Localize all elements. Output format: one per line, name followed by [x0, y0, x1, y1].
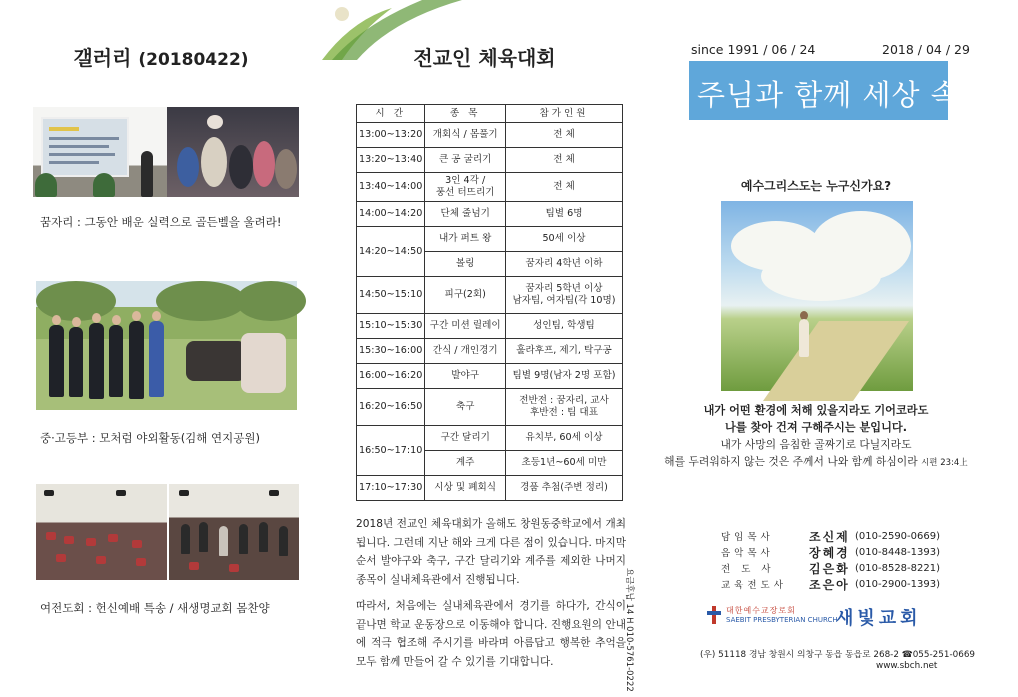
- cell-participants: [505, 277, 622, 314]
- staff-row: [721, 544, 940, 560]
- cell-time: 13:00~13:20: [357, 123, 425, 148]
- since-date: since 1991 / 06 / 24: [691, 42, 816, 57]
- cell-participants: 50세 이상: [505, 227, 622, 252]
- cell-time: 16:50~17:10: [357, 426, 425, 476]
- cell-time: 14:00~14:20: [357, 202, 425, 227]
- cell-event: 내가 퍼트 왕: [425, 227, 506, 252]
- cell-event: 단체 줄넘기: [425, 202, 506, 227]
- cell-event: [425, 173, 506, 202]
- cover-question: 예수그리스도는 누구신가요?: [740, 179, 892, 193]
- verse-bold-line-2: 나를 찾아 건져 구해주시는 분입니다.: [725, 421, 907, 434]
- cell-time: 14:20~14:50: [357, 227, 425, 277]
- table-row: [357, 364, 623, 389]
- table-row: [357, 314, 623, 339]
- cell-event: 계주: [425, 451, 506, 476]
- cell-participants: 초등1년~60세 미만: [505, 451, 622, 476]
- staff-role: 담임목사: [721, 532, 774, 543]
- cell-participants: [505, 389, 622, 426]
- table-row: [357, 476, 623, 501]
- staff-row: [721, 528, 940, 544]
- verse-bold-line-1: 내가 어떤 환경에 처해 있을지라도 기어코라도: [703, 404, 929, 417]
- header-time: 시 간: [357, 105, 425, 123]
- caption-children: 꿈자리 : 그동안 배운 실력으로 골든벨을 울려라!: [40, 215, 282, 229]
- cell-participants-line: 남자팀, 여자팀(각 10명): [512, 295, 616, 306]
- photo-children-crowd: [167, 107, 299, 197]
- table-row: [357, 426, 623, 451]
- verse-line-2-text: 해를 두려워하지 않는 것은 주께서 나와 함께 하심이라: [664, 455, 918, 468]
- cell-time: 17:10~17:30: [357, 476, 425, 501]
- cell-time: 16:00~16:20: [357, 364, 425, 389]
- cell-event: 시상 및 폐회식: [425, 476, 506, 501]
- staff-role: 음악목사: [721, 548, 774, 559]
- gallery-title-date: (20180422): [138, 50, 249, 70]
- cell-event: 볼링: [425, 252, 506, 277]
- church-english-name: SAEBIT PRESBYTERIAN CHURCH: [726, 616, 838, 624]
- caption-womens-group: 여전도회 : 헌신예배 특송 / 새생명교회 몸찬양: [40, 601, 270, 615]
- staff-name: 조은아: [809, 577, 850, 592]
- gallery-title: [0, 42, 322, 71]
- cell-participants: 팀별 9명(남자 2명 포함): [505, 364, 622, 389]
- cell-time: 14:50~15:10: [357, 277, 425, 314]
- staff-name: 조신제: [809, 529, 850, 544]
- sports-day-title: 전교인 체육대회: [413, 46, 556, 70]
- jesus-walking-image: [721, 201, 913, 391]
- cell-time: 15:10~15:30: [357, 314, 425, 339]
- cell-event-line: 풍선 터뜨리기: [435, 187, 495, 198]
- header-participants: 참가인원: [505, 105, 622, 123]
- staff-phone: (010-2900-1393): [855, 578, 941, 590]
- cell-event: 큰 공 굴리기: [425, 148, 506, 173]
- table-row: [357, 123, 623, 148]
- staff-name: 김은화: [809, 561, 850, 576]
- cell-participants: 팀별 6명: [505, 202, 622, 227]
- cell-time: 15:30~16:00: [357, 339, 425, 364]
- church-address: (우) 51118 경남 창원시 의창구 동읍 동읍로 268-2 ☎055-251-0669: [700, 650, 976, 660]
- cell-time: 13:20~13:40: [357, 148, 425, 173]
- photo-youth-outdoor: [36, 281, 297, 410]
- cell-participants-line: 후반전 : 팀 대표: [529, 407, 598, 418]
- cell-time: 13:40~14:00: [357, 173, 425, 202]
- cell-event: 축구: [425, 389, 506, 426]
- church-cross-icon: [706, 606, 722, 624]
- cell-event-line: 3인 4각 /: [445, 175, 486, 187]
- staff-phone: (010-8448-1393): [855, 546, 941, 558]
- table-row: [357, 202, 623, 227]
- church-website: www.sbch.net: [876, 661, 938, 671]
- cell-time: 16:20~16:50: [357, 389, 425, 426]
- cell-participants: 전 체: [505, 148, 622, 173]
- cell-event: 구간 달리기: [425, 426, 506, 451]
- speaker-figure: [141, 151, 153, 197]
- staff-role: 전 도 사: [721, 564, 775, 575]
- cell-participants: 경품 추첨(주변 정리): [505, 476, 622, 501]
- cell-participants: 유치부, 60세 이상: [505, 426, 622, 451]
- title-banner: [689, 61, 1018, 120]
- presentation-screen: [41, 117, 129, 177]
- table-row: [357, 277, 623, 314]
- church-logo-block: [706, 604, 966, 628]
- cell-participants: 훌라후프, 제기, 탁구공: [505, 339, 622, 364]
- table-row: [357, 227, 623, 252]
- postal-note: 요금후납 14 H 010-5761-0222: [624, 568, 634, 692]
- cell-participants: 전 체: [505, 123, 622, 148]
- verse-reference: 시편 23:4上: [921, 458, 968, 468]
- cell-participants: 꿈자리 4학년 이하: [505, 252, 622, 277]
- table-row: [357, 148, 623, 173]
- denomination-label: 대한예수교장로회: [726, 606, 796, 615]
- cell-participants-line: 전반전 : 꿈자리, 교사: [519, 395, 609, 407]
- cell-participants-line: 꿈자리 5학년 이상: [525, 283, 603, 295]
- table-row: [357, 173, 623, 202]
- cell-event: 피구(2회): [425, 277, 506, 314]
- staff-role: 교육전도사: [721, 580, 787, 591]
- staff-row: [721, 560, 940, 576]
- cell-participants: 전 체: [505, 173, 622, 202]
- cell-participants: 성인팀, 학생팀: [505, 314, 622, 339]
- schedule-table: [356, 104, 623, 501]
- caption-youth: 중·고등부 : 모처럼 야외활동(김해 연지공원): [40, 431, 260, 445]
- staff-list: [721, 528, 940, 592]
- staff-phone: (010-8528-8221): [855, 562, 941, 574]
- photo-worship-left: [36, 484, 167, 580]
- verse-line-2: [647, 454, 985, 469]
- staff-row: [721, 576, 940, 592]
- table-row: [357, 389, 623, 426]
- church-name: 새빛교회: [836, 608, 922, 629]
- cell-event: 발야구: [425, 364, 506, 389]
- issue-date: 2018 / 04 / 29: [882, 42, 970, 57]
- photo-worship-right: [169, 484, 299, 580]
- cell-event: 구간 미션 릴레이: [425, 314, 506, 339]
- gallery-title-text: 갤러리: [73, 46, 132, 70]
- header-event: 종 목: [425, 105, 506, 123]
- cell-event: 간식 / 개인경기: [425, 339, 506, 364]
- staff-phone: (010-2590-0669): [855, 530, 941, 542]
- photo-golden-bell-stage: [33, 107, 167, 197]
- table-header-row: [357, 105, 623, 123]
- staff-name: 장혜경: [809, 545, 850, 560]
- table-row: [357, 339, 623, 364]
- banner-text: 주님과 함께 세상 속으로: [697, 78, 1018, 112]
- verse-line-1: 내가 사망의 음침한 골짜기로 다닐지라도: [720, 438, 912, 451]
- cell-event: 개회식 / 몸풀기: [425, 123, 506, 148]
- article-paragraph-1: 2018년 전교인 체육대회가 올해도 창원동중학교에서 개최됩니다. 그런데 지난 해와 크게 다른 점이 있습니다. 마지막 순서 발야구와 축구, 구간 달리기와 계주를 제외한 나머지 종목이 실내체육관에서 진행됩니다.: [356, 518, 626, 586]
- article-paragraph-2: 따라서, 처음에는 실내체육관에서 경기를 하다가, 간식이 끝나면 학교 운동장으로 이동해야 합니다. 진행요원의 안내에 적극 협조해 주시기를 바라며 아름답고 행복한 추억을 모두 함께 만들어 갈 수 있기를 기대합니다.: [356, 600, 626, 668]
